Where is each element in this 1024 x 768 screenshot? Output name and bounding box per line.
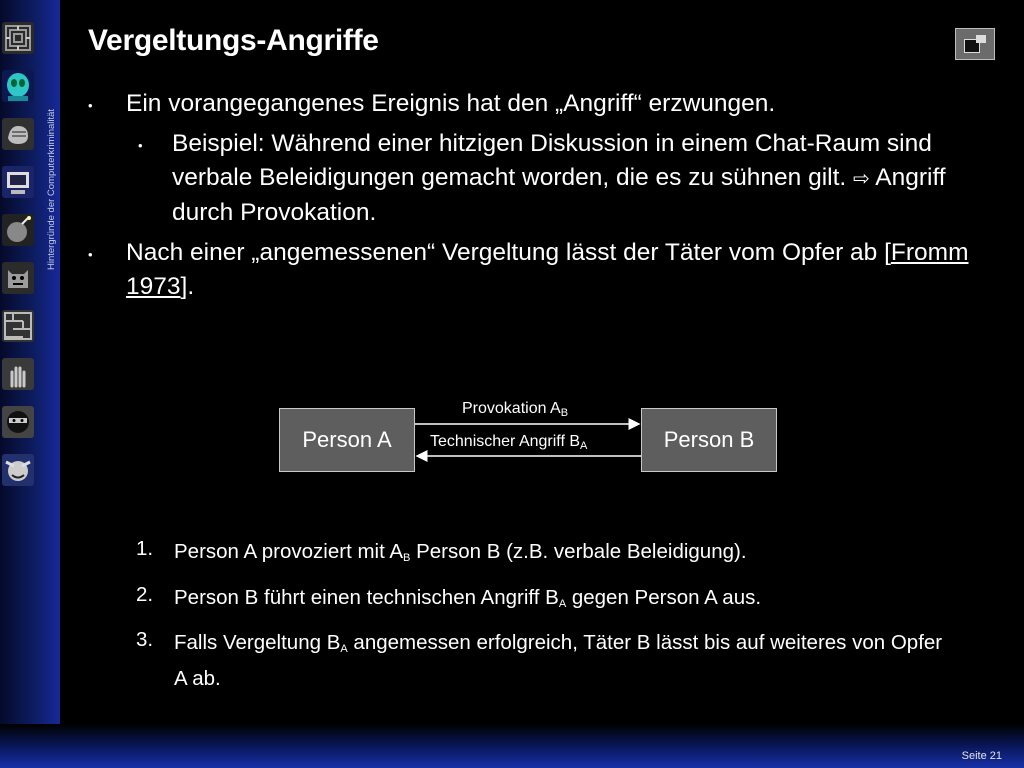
right-arrow-icon: ⇨ <box>853 168 870 190</box>
alien-head-icon <box>2 70 34 102</box>
node-person-a: Person A <box>279 408 415 472</box>
reference-link[interactable]: Fromm 1973 <box>126 239 969 300</box>
step-number: 1. <box>136 537 154 560</box>
bullet-dot: • <box>138 138 143 153</box>
step-3-pre: Falls Vergeltung B <box>174 631 341 654</box>
bullet-2 <box>172 127 972 230</box>
step-1-post: Person B (z.B. verbale Beleidigung). <box>410 540 747 563</box>
step-1 <box>174 537 954 573</box>
bullet-dot: • <box>88 247 93 262</box>
slide-title: Vergeltungs-Angriffe <box>88 24 379 57</box>
circuit-icon <box>2 22 34 54</box>
step-1-pre: Person A provoziert mit A <box>174 540 404 563</box>
edge-ba-label-text: Technischer Angriff B <box>430 433 581 450</box>
edge-ba-label <box>430 433 587 452</box>
joker-icon <box>2 454 34 486</box>
step-2-post: gegen Person A aus. <box>566 586 762 609</box>
step-3-post: angemessen erfolgreich, Täter B lässt bis auf weiteres von Opfer A ab. <box>174 631 943 690</box>
bullet-2-text: Beispiel: Während einer hitzigen Diskussion in einem Chat-Raum sind verbale Beleidigungen gemacht worden, die es zu sühnen gilt. <box>172 130 932 191</box>
step-3 <box>174 628 954 693</box>
step-number: 2. <box>136 583 154 606</box>
bullet-2-tail: Angriff durch Provokation. <box>172 164 946 226</box>
window-icon-overlay <box>976 35 986 43</box>
node-person-b: Person B <box>641 408 777 472</box>
bullet-3 <box>126 236 986 304</box>
ref-close: ]. <box>180 273 195 300</box>
sidebar-caption: Hintergründe der Computerkriminalität <box>46 108 57 270</box>
edge-ab-label <box>462 400 568 419</box>
bullet-1: Ein vorangegangenes Ereignis hat den „Angriff“ erzwungen. <box>126 90 776 117</box>
edge-ba-sub: A <box>580 440 588 452</box>
step-3-sub: A <box>340 643 348 655</box>
step-2 <box>174 583 954 619</box>
sidebar <box>0 0 60 768</box>
step-2-sub: A <box>558 598 567 610</box>
ref-open: [ <box>884 239 891 266</box>
bomb-icon <box>2 214 34 246</box>
monster-icon <box>2 262 34 294</box>
computer-icon <box>2 166 34 198</box>
maze-icon <box>2 310 34 342</box>
step-2-pre: Person B führt einen technischen Angriff B <box>174 586 559 609</box>
fist-icon <box>2 118 34 150</box>
step-1-sub: B <box>403 552 411 564</box>
edge-ab-sub: B <box>560 407 569 419</box>
edge-ab-label-text: Provokation A <box>462 400 561 417</box>
bullet-dot: • <box>88 98 93 113</box>
page-number: Seite 21 <box>961 750 1002 762</box>
masked-face-icon <box>2 406 34 438</box>
hand-icon <box>2 358 34 390</box>
view-toggle-button[interactable] <box>955 28 995 60</box>
bottom-bar <box>0 724 1024 768</box>
bullet-3-text: Nach einer „angemessenen“ Vergeltung lässt der Täter vom Opfer ab <box>126 239 878 266</box>
step-number: 3. <box>136 628 154 651</box>
